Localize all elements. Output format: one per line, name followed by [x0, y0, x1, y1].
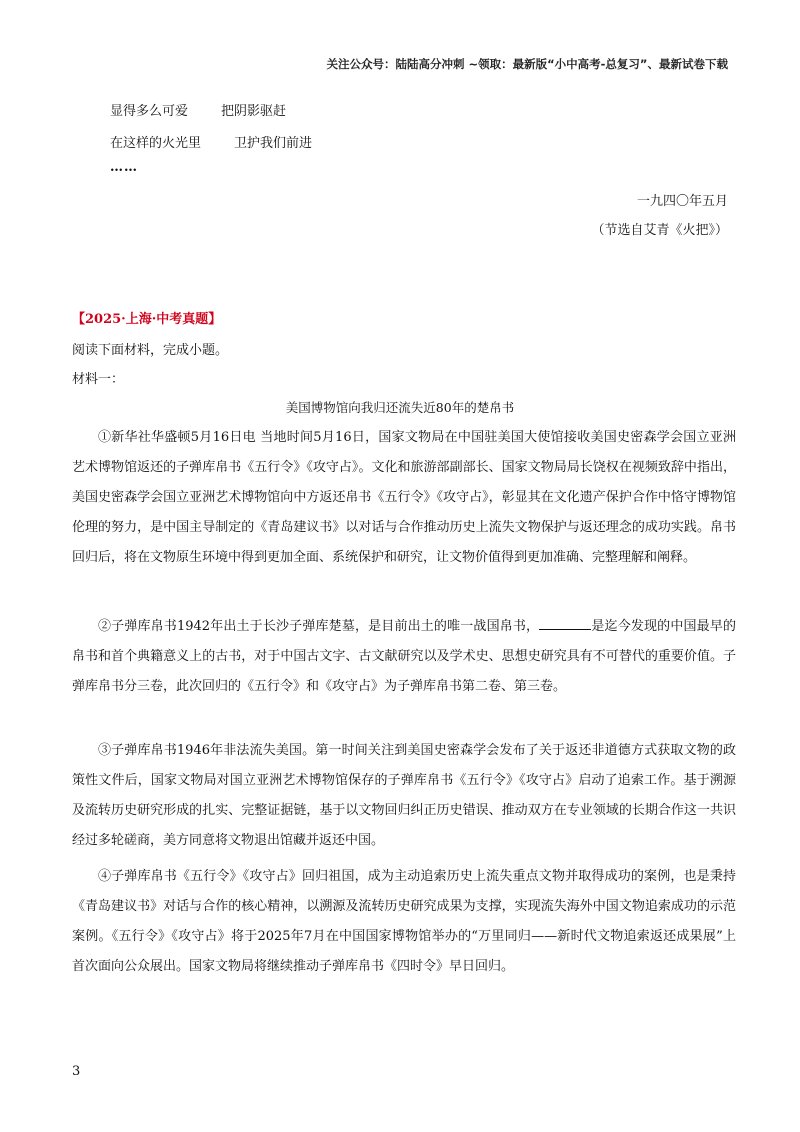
article-title: 美国博物馆向我归还流失近80年的楚帛书	[285, 400, 515, 415]
poem-line-2: 在这样的火光里 卫护我们前进	[110, 136, 313, 151]
instruction: 阅读下面材料，完成小题。	[72, 343, 229, 358]
exam-tag: 【2025·上海·中考真题】	[72, 312, 222, 327]
paragraph-2-after: 是迄今发现的中国最早的帛书和首个典籍意义上的古书，对于中国古文字、古文献研究以及学术史、思想史研究具有不可替代的重要价值。子弹库帛书分三卷，此次回归的《五行令》和《攻守占》为子弹库帛书第二卷、第三卷。	[72, 619, 736, 694]
promo-header: 关注公众号：陆陆高分冲刺 ~领取：最新版“小中高考-总复习”、最新试卷下载	[326, 57, 728, 71]
poem-ellipsis: ……	[110, 160, 138, 175]
poem-source: （节选自艾青《火把》）	[591, 223, 728, 238]
material-label: 材料一：	[72, 372, 125, 387]
paragraph-4: ④子弹库帛书《五行令》《攻守占》回归祖国，成为主动追索历史上流失重点文物并取得成功的案例，也是秉持《青岛建议书》对话与合作的核心精神，以溯源及流转历史研究成果为支撑，实现流失海外中国文物追索成功的示范案例。《五行令》《攻守占》将于2025年7月在中国国家博物馆举办的“万里同归——新时代文物追索返还成果展”上首次面向公众展出。国家文物局将继续推动子弹库帛书《四时令》早日回归。	[72, 869, 736, 974]
poem-line-1: 显得多么可爱 把阴影驱赶	[110, 104, 287, 119]
paragraph-3: ③子弹库帛书1946年非法流失美国。第一时间关注到美国史密森学会发布了关于返还非道德方式获取文物的政策性文件后，国家文物局对国立亚洲艺术博物馆保存的子弹库帛书《五行令》《攻守占》启动了追索工作。基于溯源及流转历史研究形成的扎实、完整证据链，基于以文物回归纠正历史错误、推动双方在专业领域的长期合作这一共识经过多轮磋商，美方同意将文物退出馆藏并返还中国。	[72, 743, 736, 848]
poem-date: 一九四〇年五月	[636, 194, 728, 209]
fill-in-blank	[539, 617, 591, 630]
paragraph-2	[72, 612, 736, 702]
paragraph-2-before: ②子弹库帛书1942年出土于长沙子弹库楚墓，是目前出土的唯一战国帛书，	[98, 619, 540, 634]
paragraph-1: ①新华社华盛顿5月16日电 当地时间5月16日，国家文物局在中国驻美国大使馆接收美国史密森学会国立亚洲艺术博物馆返还的子弹库帛书《五行令》《攻守占》。文化和旅游部副部长、国家文物局局长饶权在视频致辞中指出，美国史密森学会国立亚洲艺术博物馆向中方返还帛书《五行令》《攻守占》，彰显其在文化遗产保护合作中恪守博物馆伦理的努力，是中国主导制定的《青岛建议书》以对话与合作推动历史上流失文物保护与返还理念的成功实践。帛书回归后，将在文物原生环境中得到更加全面、系统保护和研究，让文物价值得到更加准确、完整理解和阐释。	[72, 430, 736, 565]
page-number: 3	[72, 1064, 81, 1079]
